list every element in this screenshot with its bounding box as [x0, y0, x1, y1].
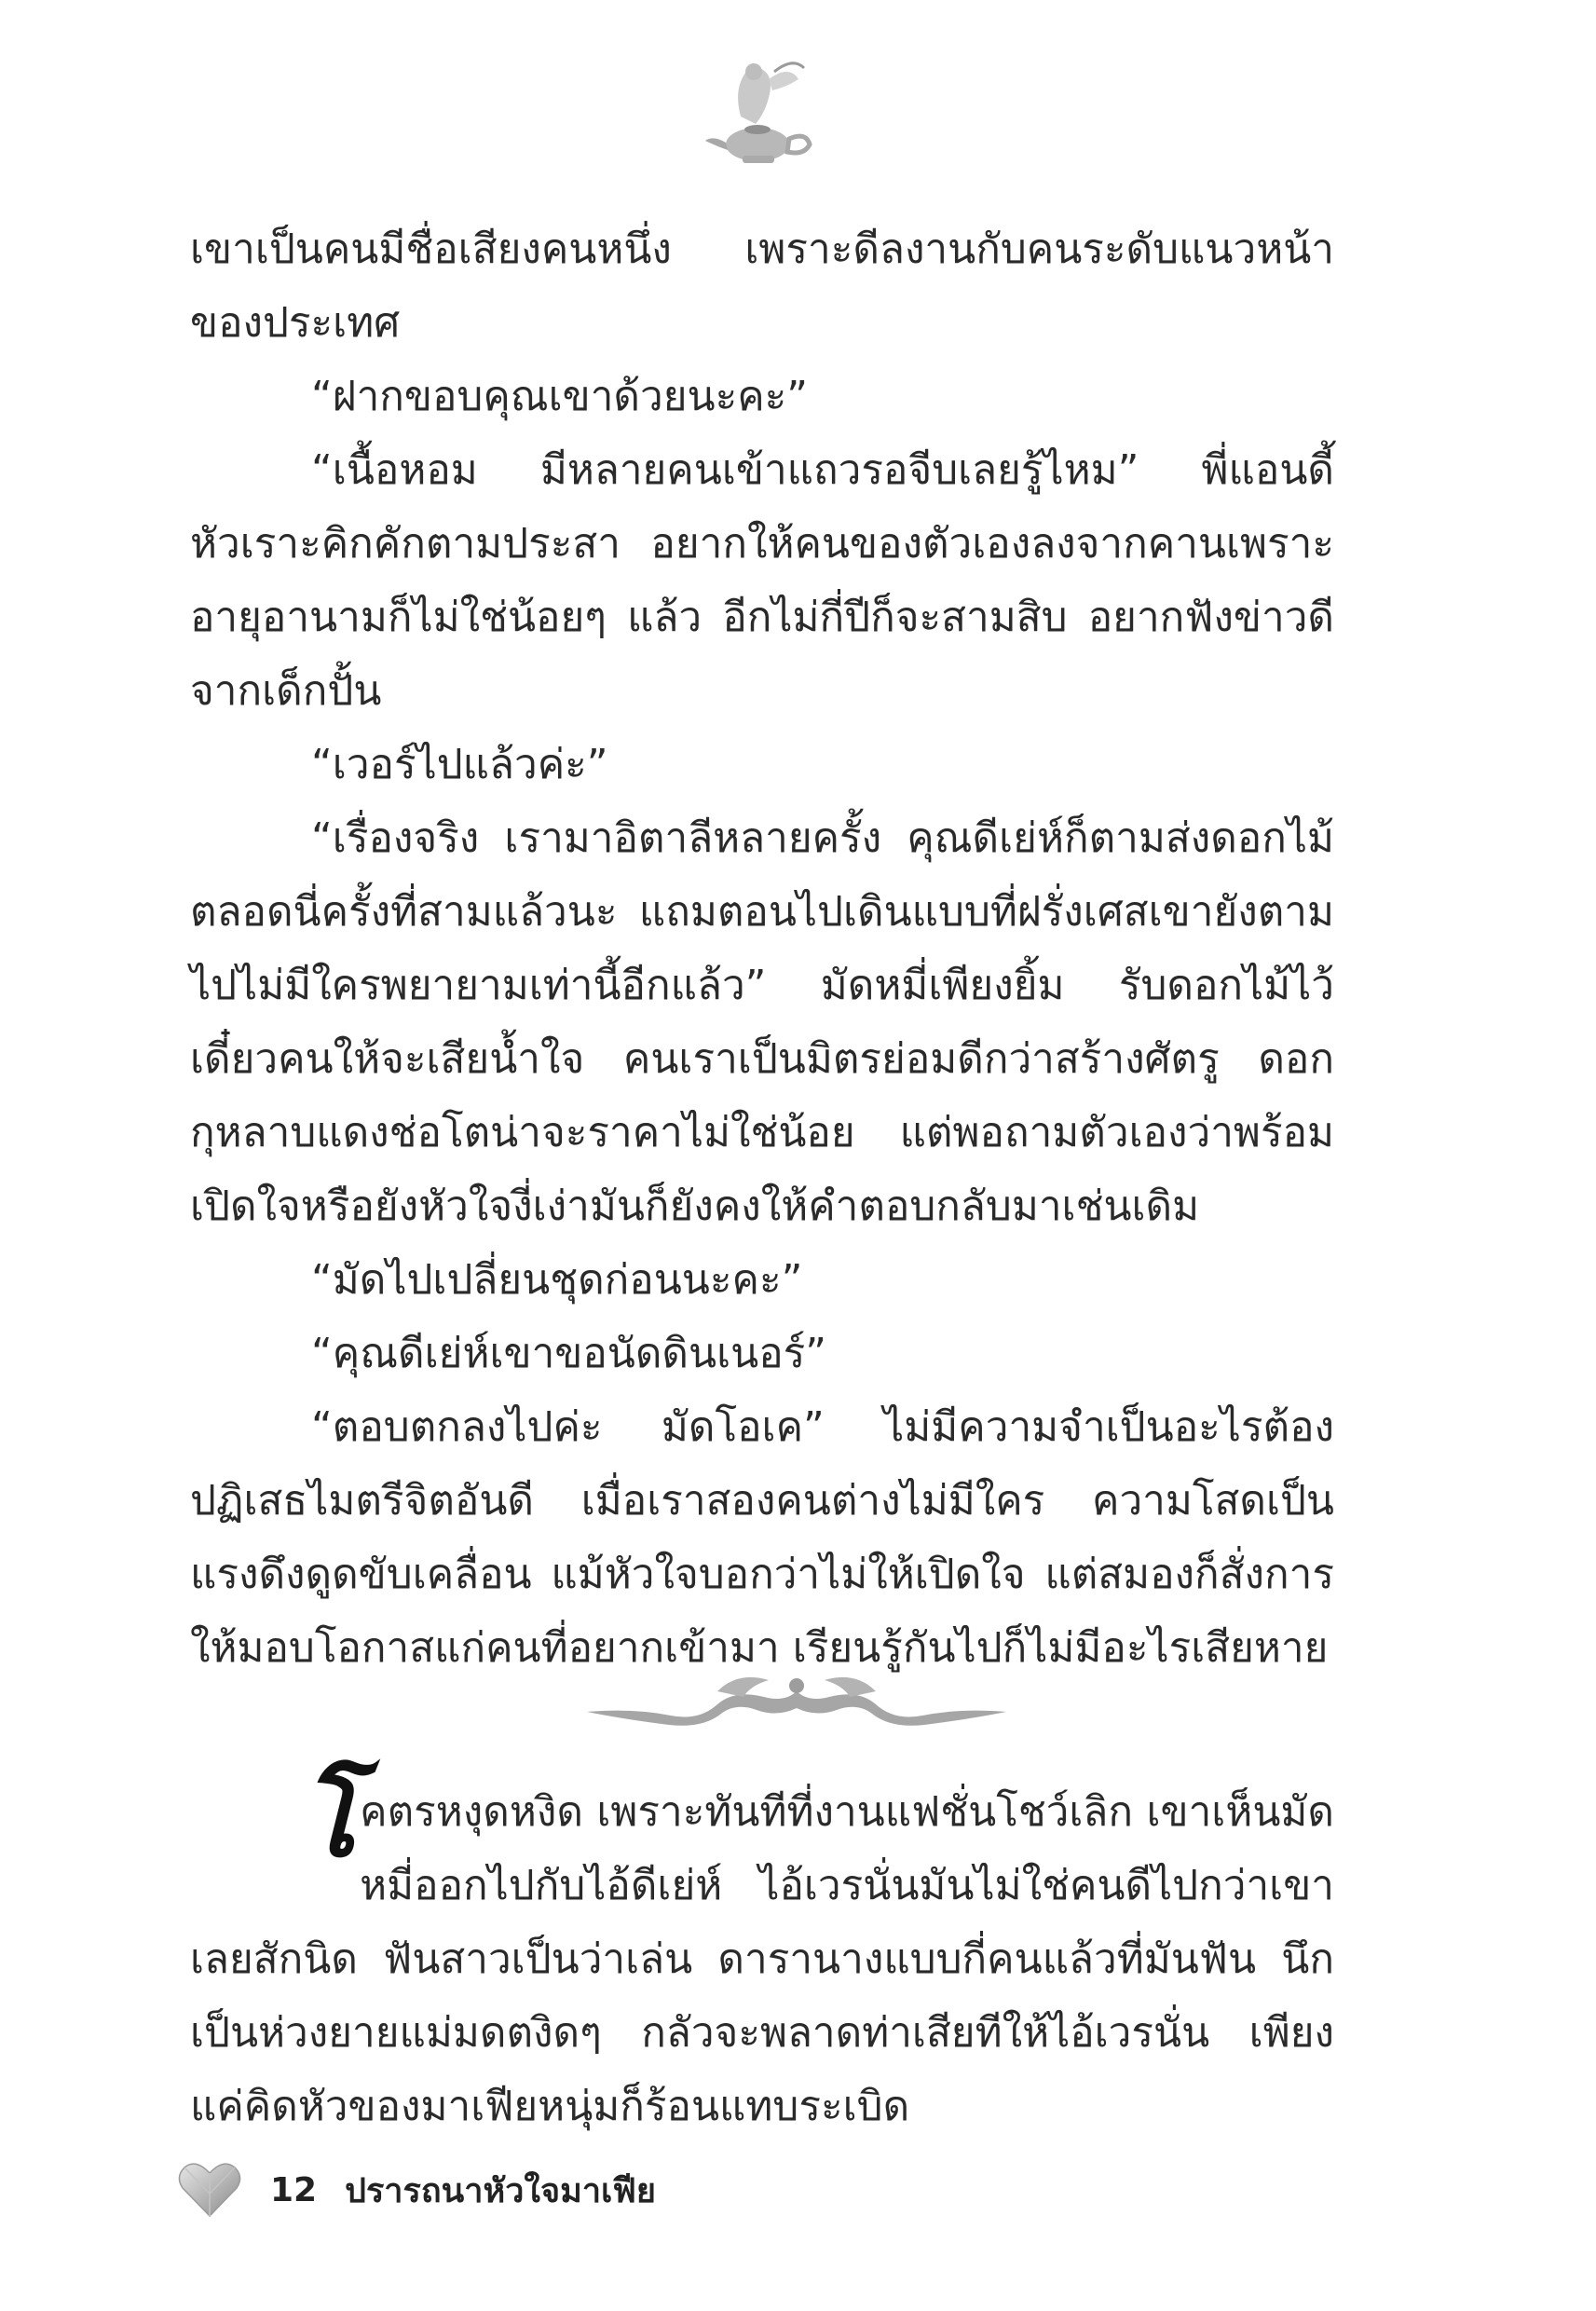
- paragraph: “เวอร์ไปแล้วค่ะ”: [311, 741, 608, 788]
- drop-cap: โ: [300, 1758, 357, 1880]
- page-number: 12: [270, 2170, 318, 2209]
- body-text: [190, 212, 1334, 1685]
- section2-body: คตรหงุดหงิด เพราะทันทีที่งานแฟชั่นโชว์เลิก เขาเห็นมัดหมี่ออกไปกับไอ้ดีเย่ห์ ไอ้เวรนั่นมันไม่ใช่คนดีไปกว่าเขาเลยสักนิด ฟันสาวเป็นว่าเล่น ดารานางแบบกี่คนแล้วที่มันฟัน นึกเป็นห่วงยายแม่มดตงิดๆ กลัวจะพลาดท่าเสียทีให้ไอ้เวรนั่น เพียงแค่คิดหัวของมาเฟียหนุ่มก็ร้อนแทบระเบิด: [190, 1788, 1334, 2130]
- paragraph: “เรื่องจริง เรามาอิตาลีหลายครั้ง คุณดีเย่ห์ก็ตามส่งดอกไม้ตลอดนี่ครั้งที่สามแล้วนะ แถมตอนไปเดินแบบที่ฝรั่งเศสเขายังตามไปไม่มีใครพยายามเท่านี้อีกแล้ว” มัดหมี่เพียงยิ้ม รับดอกไม้ไว้ เดี๋ยวคนให้จะเสียน้ำใจ คนเราเป็นมิตรย่อมดีกว่าสร้างศัตรู ดอกกุหลาบแดงช่อโตน่าจะราคาไม่ใช่น้อย แต่พอถามตัวเองว่าพร้อมเปิดใจหรือยังหัวใจงี่เง่ามันก็ยังคงให้คำตอบกลับมาเช่นเดิม: [190, 814, 1334, 1230]
- paragraph: “คุณดีเย่ห์เขาขอนัดดินเนอร์”: [311, 1330, 827, 1377]
- book-title: ปรารถนาหัวใจมาเฟีย: [345, 2171, 656, 2210]
- paragraph: “ฝากขอบคุณเขาด้วยนะคะ”: [311, 373, 809, 420]
- paragraph: “ตอบตกลงไปค่ะ มัดโอเค” ไม่มีความจำเป็นอะไรต้องปฏิเสธไมตรีจิตอันดี เมื่อเราสองคนต่างไม่มีใคร ความโสดเป็นแรงดึงดูดขับเคลื่อน แม้หัวใจบอกว่าไม่ให้เปิดใจ แต่สมองก็สั่งการให้มอบโอกาสแก่คนที่อยากเข้ามา เรียนรู้กันไปก็ไม่มีอะไรเสียหาย: [190, 1403, 1334, 1672]
- paragraph: “เนื้อหอม มีหลายคนเข้าแถวรอจีบเลยรู้ไหม” พี่แอนดี้หัวเราะคิกคักตามประสา อยากให้คนของตัวเองลงจากคานเพราะอายุอานามก็ไม่ใช่น้อยๆ แล้ว อีกไม่กี่ปีก็จะสามสิบ อยากฟังข่าวดีจากเด็กปั้น: [190, 446, 1334, 715]
- paragraph: “มัดไปเปลี่ยนชุดก่อนนะคะ”: [311, 1256, 803, 1304]
- section2-text: [190, 1758, 1334, 2143]
- section2-paragraph: [190, 1758, 1334, 2143]
- heart-icon: [177, 2160, 242, 2220]
- cupid-teapot-ornament-icon: [685, 51, 825, 172]
- page-footer: [177, 2153, 656, 2227]
- paragraph: เขาเป็นคนมีชื่อเสียงคนหนึ่ง เพราะดีลงานกับคนระดับแนวหน้าของประเทศ: [190, 226, 1334, 347]
- scroll-divider-ornament-icon: [578, 1663, 1016, 1738]
